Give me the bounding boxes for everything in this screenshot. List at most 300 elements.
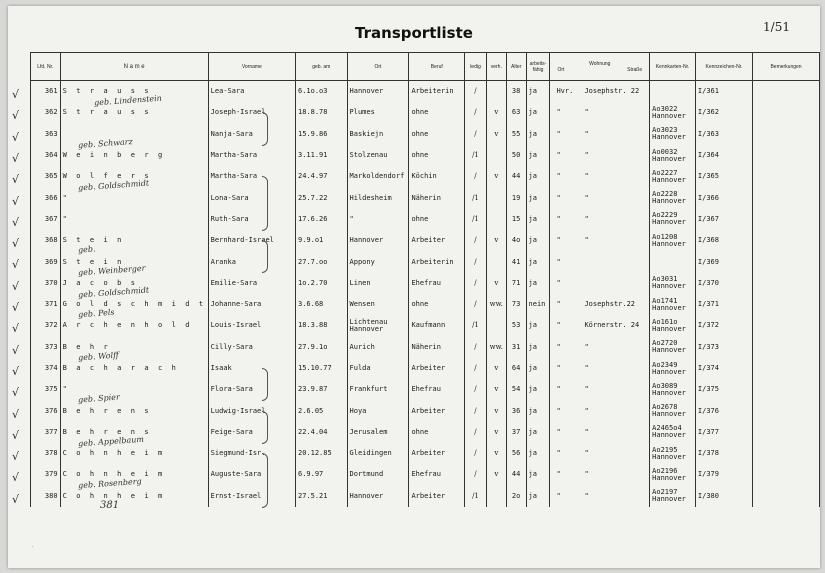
- cell-ledig: /: [465, 166, 487, 187]
- cell-wohnung-ort: ": [556, 364, 561, 372]
- cell-kennkarte-ort: Hannover: [652, 367, 686, 376]
- header-verh: verh.: [486, 53, 506, 81]
- cell-ort: Aurich: [347, 337, 409, 358]
- cell-name: C o h n h e i m: [60, 486, 208, 507]
- cell-verh: v: [486, 464, 506, 485]
- handwritten-maiden-name: geb.: [77, 244, 96, 255]
- cell-ledig: /: [465, 273, 487, 294]
- table-row: [31, 294, 820, 315]
- cell-bemerkungen: [753, 230, 820, 251]
- cell-wohnung-ort: ": [556, 172, 561, 181]
- cell-alter: 19: [506, 187, 526, 208]
- cell-alter: 38: [506, 81, 526, 103]
- cell-ort: Hoya: [347, 400, 409, 421]
- header-beruf: Beruf: [409, 53, 465, 81]
- cell-wohnung: [550, 358, 650, 379]
- cell-geb: 2.6.05: [295, 400, 347, 421]
- cell-wohnung-strasse: ": [584, 108, 589, 117]
- cell-kz: I/361: [695, 81, 752, 103]
- cell-kz: I/364: [695, 145, 752, 166]
- cell-kennkarte-nr: Ao3023: [652, 126, 678, 135]
- cell-arb: nein: [526, 294, 550, 315]
- cell-beruf: Köchin: [409, 166, 465, 187]
- handwritten-maiden-name: geb. Schwarz: [77, 136, 134, 150]
- cell-kennkarte-nr: Ao2195: [652, 445, 678, 454]
- cell-ledig: /1: [465, 187, 487, 208]
- cell-arb: ja: [526, 379, 550, 400]
- cell-bemerkungen: [753, 124, 820, 145]
- cell-kz: I/377: [695, 422, 752, 443]
- check-mark: √: [12, 343, 20, 357]
- cell-ort: Fulda: [347, 358, 409, 379]
- cell-name: ": [60, 379, 208, 400]
- cell-kz: I/373: [695, 337, 752, 358]
- cell-kennkarte: [650, 337, 696, 358]
- cell-bemerkungen: [753, 273, 820, 294]
- cell-kennkarte-ort: Hannover: [652, 282, 686, 291]
- check-mark: √: [12, 301, 20, 314]
- cell-name: G o l d s c h m i d t: [60, 294, 208, 315]
- cell-alter: 31: [506, 337, 526, 358]
- cell-arb: ja: [526, 315, 550, 336]
- cell-vorname: Nanja-Sara: [208, 124, 295, 145]
- page-number: 1/51: [763, 20, 790, 34]
- cell-wohnung: [550, 379, 650, 400]
- cell-bemerkungen: [753, 145, 820, 166]
- cell-verh: [486, 486, 506, 507]
- check-mark: √: [12, 428, 20, 442]
- cell-alter: 36: [506, 400, 526, 421]
- cell-beruf: Arbeiter: [409, 443, 465, 464]
- cell-wohnung-ort: ": [556, 257, 561, 266]
- cell-alter: 2o: [506, 486, 526, 507]
- table-row: [31, 486, 820, 507]
- handwritten-total: 381: [100, 500, 120, 511]
- cell-wohnung: [550, 81, 650, 103]
- cell-alter: 15: [506, 209, 526, 230]
- cell-kennkarte: [650, 230, 696, 251]
- cell-bemerkungen: [753, 166, 820, 187]
- cell-ort: Dortmund: [347, 464, 409, 485]
- header-ort: Ort: [347, 53, 409, 81]
- cell-wohnung-ort: ": [556, 214, 561, 223]
- check-mark: √: [12, 279, 20, 293]
- cell-vorname: Cilly-Sara: [208, 337, 295, 358]
- cell-kennkarte: [650, 315, 696, 336]
- handwritten-maiden-name: geb. Rosenberg: [77, 477, 142, 491]
- cell-beruf: Ehefrau: [409, 464, 465, 485]
- cell-alter: 56: [506, 443, 526, 464]
- cell-kennkarte-nr: Ao2720: [652, 339, 678, 348]
- cell-kz: I/379: [695, 464, 752, 485]
- cell-name: B a c h a r a c h: [60, 358, 208, 379]
- cell-geb: 18.8.78: [295, 102, 347, 123]
- check-mark: √: [12, 407, 20, 421]
- cell-kennkarte-ort: Hannover: [652, 324, 686, 333]
- cell-alter: 71: [506, 273, 526, 294]
- cell-ledig: /: [465, 443, 487, 464]
- cell-wohnung-ort: ": [556, 300, 561, 309]
- cell-name: S t r a u s s: [60, 81, 208, 103]
- cell-kennkarte-nr: Ao3031: [652, 275, 678, 284]
- cell-vorname: Ludwig-Israel: [208, 400, 295, 421]
- cell-kennkarte: [650, 294, 696, 315]
- cell-kennkarte: [650, 464, 696, 485]
- cell-wohnung-strasse: ": [584, 385, 589, 394]
- cell-nr: 380: [31, 486, 61, 507]
- cell-wohnung: [550, 230, 650, 251]
- header-kennkarten: Kennkarten-Nr.: [650, 53, 696, 81]
- cell-kennkarte-ort: Hannover: [652, 410, 686, 419]
- cell-wohnung-strasse: ": [584, 491, 589, 500]
- cell-bemerkungen: [753, 358, 820, 379]
- cell-wohnung-strasse: ": [584, 129, 589, 138]
- cell-beruf: ohne: [409, 102, 465, 123]
- cell-ledig: /: [465, 102, 487, 123]
- cell-name: C o h n h e i m: [60, 464, 208, 485]
- cell-wohnung-ort: ": [556, 193, 561, 202]
- cell-vorname: Ruth-Sara: [208, 209, 295, 230]
- cell-nr: 362: [31, 102, 61, 123]
- cell-ort: Wensen: [347, 294, 409, 315]
- cell-nr: 367: [31, 209, 61, 230]
- cell-kennkarte-nr: Ao1741: [652, 296, 678, 305]
- cell-wohnung-ort: ": [556, 129, 561, 138]
- cell-kz: I/368: [695, 230, 752, 251]
- cell-kennkarte: [650, 422, 696, 443]
- handwritten-maiden-name: geb. Weinberger: [77, 264, 146, 278]
- cell-verh: [486, 81, 506, 103]
- cell-kennkarte: [650, 379, 696, 400]
- cell-kz: I/365: [695, 166, 752, 187]
- cell-bemerkungen: [753, 464, 820, 485]
- cell-geb: 3.6.68: [295, 294, 347, 315]
- cell-name: W o l f e r s: [60, 166, 208, 187]
- cell-kennkarte: [650, 273, 696, 294]
- cell-beruf: ohne: [409, 209, 465, 230]
- cell-beruf: ohne: [409, 145, 465, 166]
- cell-kennkarte-nr: Ao1208: [652, 232, 678, 241]
- cell-vorname: Louis-Israel: [208, 315, 295, 336]
- cell-verh: [486, 209, 506, 230]
- table-row: [31, 102, 820, 123]
- cell-beruf: Arbeiterin: [409, 81, 465, 103]
- cell-arb: ja: [526, 273, 550, 294]
- footer-mark: ·: [32, 544, 34, 550]
- cell-kennkarte: [650, 81, 696, 103]
- cell-arb: ja: [526, 422, 550, 443]
- cell-name: ": [60, 209, 208, 230]
- cell-vorname: Joseph-Israel: [208, 102, 295, 123]
- cell-ledig: /: [465, 124, 487, 145]
- cell-kz: I/380: [695, 486, 752, 507]
- cell-geb: 23.9.87: [295, 379, 347, 400]
- cell-wohnung: [550, 145, 650, 166]
- cell-ort: Baskiejn: [347, 124, 409, 145]
- cell-wohnung-ort: Hvr.: [556, 87, 574, 96]
- check-mark: √: [12, 386, 20, 400]
- cell-bemerkungen: [753, 337, 820, 358]
- cell-alter: 37: [506, 422, 526, 443]
- cell-kennkarte: [650, 486, 696, 507]
- cell-name: W e i n b e r g: [60, 145, 208, 166]
- table-row: [31, 337, 820, 358]
- cell-nr: 369: [31, 251, 61, 272]
- cell-bemerkungen: [753, 315, 820, 336]
- cell-ort: Appony: [347, 251, 409, 272]
- cell-vorname: Bernhard-Israel: [208, 230, 295, 251]
- cell-vorname: Martha-Sara: [208, 166, 295, 187]
- cell-bemerkungen: [753, 294, 820, 315]
- cell-kennkarte: [650, 251, 696, 272]
- cell-name: B e h r e n s: [60, 422, 208, 443]
- cell-vorname: Martha-Sara: [208, 145, 295, 166]
- cell-name: A r c h e n h o l d: [60, 315, 208, 336]
- handwritten-maiden-name: geb. Wolff: [77, 350, 120, 363]
- cell-kennkarte-nr: A2465o4: [652, 424, 682, 433]
- cell-nr: 370: [31, 273, 61, 294]
- cell-alter: 41: [506, 251, 526, 272]
- cell-name: J a c o b s: [60, 273, 208, 294]
- cell-vorname: Lona-Sara: [208, 187, 295, 208]
- cell-geb: 18.3.88: [295, 315, 347, 336]
- cell-vorname: Flora-Sara: [208, 379, 295, 400]
- cell-kennkarte-nr: Ao2678: [652, 403, 678, 412]
- cell-geb: 15.9.86: [295, 124, 347, 145]
- cell-nr: 376: [31, 400, 61, 421]
- cell-ledig: /: [465, 358, 487, 379]
- cell-name: S t e i n: [60, 230, 208, 251]
- cell-beruf: ohne: [409, 422, 465, 443]
- table-row: [31, 124, 820, 145]
- cell-beruf: Arbeiter: [409, 400, 465, 421]
- cell-arb: ja: [526, 464, 550, 485]
- header-ledig: ledig: [465, 53, 487, 81]
- table-header-row: [31, 53, 820, 81]
- cell-wohnung: [550, 443, 650, 464]
- cell-wohnung-ort: ": [556, 406, 561, 415]
- cell-nr: 372: [31, 315, 61, 336]
- cell-name: B e h r: [60, 337, 208, 358]
- cell-ort: Plumes: [347, 102, 409, 123]
- cell-kz: I/362: [695, 102, 752, 123]
- cell-ledig: /: [465, 230, 487, 251]
- check-mark: √: [12, 471, 20, 485]
- transport-list-page: [8, 6, 820, 568]
- family-bracket: [262, 240, 268, 273]
- cell-wohnung: [550, 102, 650, 123]
- cell-kennkarte-ort: Hannover: [652, 473, 686, 482]
- cell-vorname: Johanne-Sara: [208, 294, 295, 315]
- cell-vorname: Feige-Sara: [208, 422, 295, 443]
- cell-arb: ja: [526, 486, 550, 507]
- cell-wohnung: [550, 400, 650, 421]
- cell-bemerkungen: [753, 251, 820, 272]
- cell-nr: 361: [31, 81, 61, 103]
- cell-kennkarte-nr: Ao3089: [652, 381, 678, 390]
- cell-geb: 20.12.85: [295, 443, 347, 464]
- cell-verh: v: [486, 422, 506, 443]
- cell-wohnung: [550, 124, 650, 145]
- cell-kennkarte: [650, 187, 696, 208]
- cell-geb: 24.4.97: [295, 166, 347, 187]
- cell-kennkarte-ort: Hannover: [652, 218, 686, 227]
- cell-ledig: /: [465, 294, 487, 315]
- cell-nr: 371: [31, 294, 61, 315]
- header-arbeitsfaehig: arbeits-fähig: [526, 53, 550, 81]
- cell-kennkarte: [650, 358, 696, 379]
- table-row: [31, 379, 820, 400]
- header-wohnung-strasse: Straße: [627, 66, 643, 73]
- cell-verh: [486, 251, 506, 272]
- check-mark: √: [12, 322, 20, 336]
- cell-alter: 44: [506, 464, 526, 485]
- cell-verh: ww.: [486, 337, 506, 358]
- cell-kz: I/376: [695, 400, 752, 421]
- header-name: N a m e: [60, 53, 208, 81]
- cell-bemerkungen: [753, 422, 820, 443]
- cell-ort: Gleidingen: [347, 443, 409, 464]
- cell-ledig: /: [465, 400, 487, 421]
- cell-ort: Hannover: [347, 486, 409, 507]
- family-bracket: [262, 176, 268, 231]
- cell-arb: ja: [526, 124, 550, 145]
- cell-kz: I/363: [695, 124, 752, 145]
- cell-ort: Hildesheim: [347, 187, 409, 208]
- cell-wohnung-ort: ": [556, 491, 561, 500]
- cell-geb: 22.4.04: [295, 422, 347, 443]
- cell-vorname: Auguste-Sara: [208, 464, 295, 485]
- handwritten-maiden-name: geb. Goldschmidt: [77, 285, 150, 300]
- cell-wohnung: [550, 273, 650, 294]
- family-bracket: [262, 453, 268, 508]
- cell-nr: 364: [31, 145, 61, 166]
- cell-wohnung-ort: ": [556, 449, 561, 458]
- cell-nr: 374: [31, 358, 61, 379]
- cell-nr: 378: [31, 443, 61, 464]
- cell-wohnung-strasse: ": [584, 427, 589, 436]
- cell-geb: 27.9.1o: [295, 337, 347, 358]
- cell-vorname: Ernst-Israel: [208, 486, 295, 507]
- cell-kennkarte: [650, 145, 696, 166]
- header-kennzeichen: Kennzeichen-Nr.: [695, 53, 752, 81]
- cell-nr: 377: [31, 422, 61, 443]
- cell-wohnung-ort: ": [556, 236, 561, 245]
- cell-wohnung: [550, 315, 650, 336]
- cell-verh: v: [486, 379, 506, 400]
- cell-geb: 6.1o.o3: [295, 81, 347, 103]
- handwritten-maiden-name: geb. Appelbaum: [77, 434, 145, 449]
- cell-kennkarte-ort: Hannover: [652, 133, 686, 142]
- cell-nr: 379: [31, 464, 61, 485]
- cell-wohnung: [550, 422, 650, 443]
- cell-alter: 55: [506, 124, 526, 145]
- cell-wohnung-strasse: ": [584, 449, 589, 458]
- cell-wohnung-strasse: ": [584, 214, 589, 223]
- cell-wohnung-ort: ": [556, 151, 561, 160]
- cell-beruf: Arbeiter: [409, 358, 465, 379]
- cell-wohnung-strasse: ": [584, 406, 589, 415]
- handwritten-maiden-name: geb. Spier: [77, 392, 121, 405]
- cell-arb: ja: [526, 166, 550, 187]
- cell-geb: 27.5.21: [295, 486, 347, 507]
- cell-kennkarte-ort: Hannover: [652, 175, 686, 184]
- cell-verh: [486, 315, 506, 336]
- cell-geb: 25.7.22: [295, 187, 347, 208]
- cell-wohnung-strasse: ": [584, 172, 589, 181]
- cell-ort: Hannover: [347, 230, 409, 251]
- cell-bemerkungen: [753, 486, 820, 507]
- cell-kz: I/372: [695, 315, 752, 336]
- check-mark: √: [12, 194, 20, 208]
- document-title: Transportliste: [355, 24, 473, 42]
- cell-wohnung-ort: ": [556, 427, 561, 436]
- cell-vorname: Lea-Sara: [208, 81, 295, 103]
- cell-arb: ja: [526, 337, 550, 358]
- cell-verh: v: [486, 273, 506, 294]
- cell-geb: 6.9.97: [295, 464, 347, 485]
- cell-kennkarte: [650, 443, 696, 464]
- family-bracket: [262, 411, 268, 444]
- cell-geb: 17.6.26: [295, 209, 347, 230]
- cell-wohnung-strasse: ": [584, 151, 589, 160]
- cell-kennkarte-ort: Hannover: [652, 452, 686, 461]
- cell-kennkarte-nr: Ao2227: [652, 168, 678, 177]
- cell-ort: Lichtenau Hannover: [347, 315, 409, 336]
- cell-kennkarte: [650, 102, 696, 123]
- cell-bemerkungen: [753, 443, 820, 464]
- cell-alter: 50: [506, 145, 526, 166]
- header-vorname: Vorname: [208, 53, 295, 81]
- cell-arb: ja: [526, 251, 550, 272]
- cell-wohnung: [550, 464, 650, 485]
- cell-arb: ja: [526, 400, 550, 421]
- cell-ort: Jerusalem: [347, 422, 409, 443]
- cell-arb: ja: [526, 187, 550, 208]
- cell-beruf: ohne: [409, 294, 465, 315]
- check-mark: √: [12, 215, 20, 229]
- cell-kz: I/370: [695, 273, 752, 294]
- cell-kennkarte: [650, 400, 696, 421]
- cell-ort: Frankfurt: [347, 379, 409, 400]
- cell-wohnung: [550, 166, 650, 187]
- cell-name: S t r a u s s: [60, 102, 208, 123]
- header-lfd-nr: Lfd. Nr.: [31, 53, 61, 81]
- cell-arb: ja: [526, 358, 550, 379]
- check-mark: √: [12, 173, 20, 187]
- cell-name: S t e i n: [60, 251, 208, 272]
- table-row: [31, 230, 820, 251]
- cell-bemerkungen: [753, 187, 820, 208]
- cell-beruf: Näherin: [409, 337, 465, 358]
- cell-kennkarte-nr: Ao161o: [652, 317, 678, 326]
- cell-kennkarte: [650, 209, 696, 230]
- cell-verh: v: [486, 358, 506, 379]
- cell-wohnung-ort: ": [556, 108, 561, 117]
- cell-wohnung-ort: ": [556, 278, 561, 287]
- cell-kz: I/374: [695, 358, 752, 379]
- cell-kz: I/378: [695, 443, 752, 464]
- cell-nr: 366: [31, 187, 61, 208]
- cell-beruf: Arbeiter: [409, 486, 465, 507]
- cell-name: C o h n h e i m: [60, 443, 208, 464]
- cell-beruf: Ehefrau: [409, 379, 465, 400]
- cell-nr: 375: [31, 379, 61, 400]
- cell-alter: 44: [506, 166, 526, 187]
- cell-kennkarte-nr: Ao2196: [652, 466, 678, 475]
- cell-verh: [486, 187, 506, 208]
- check-mark: √: [12, 130, 20, 144]
